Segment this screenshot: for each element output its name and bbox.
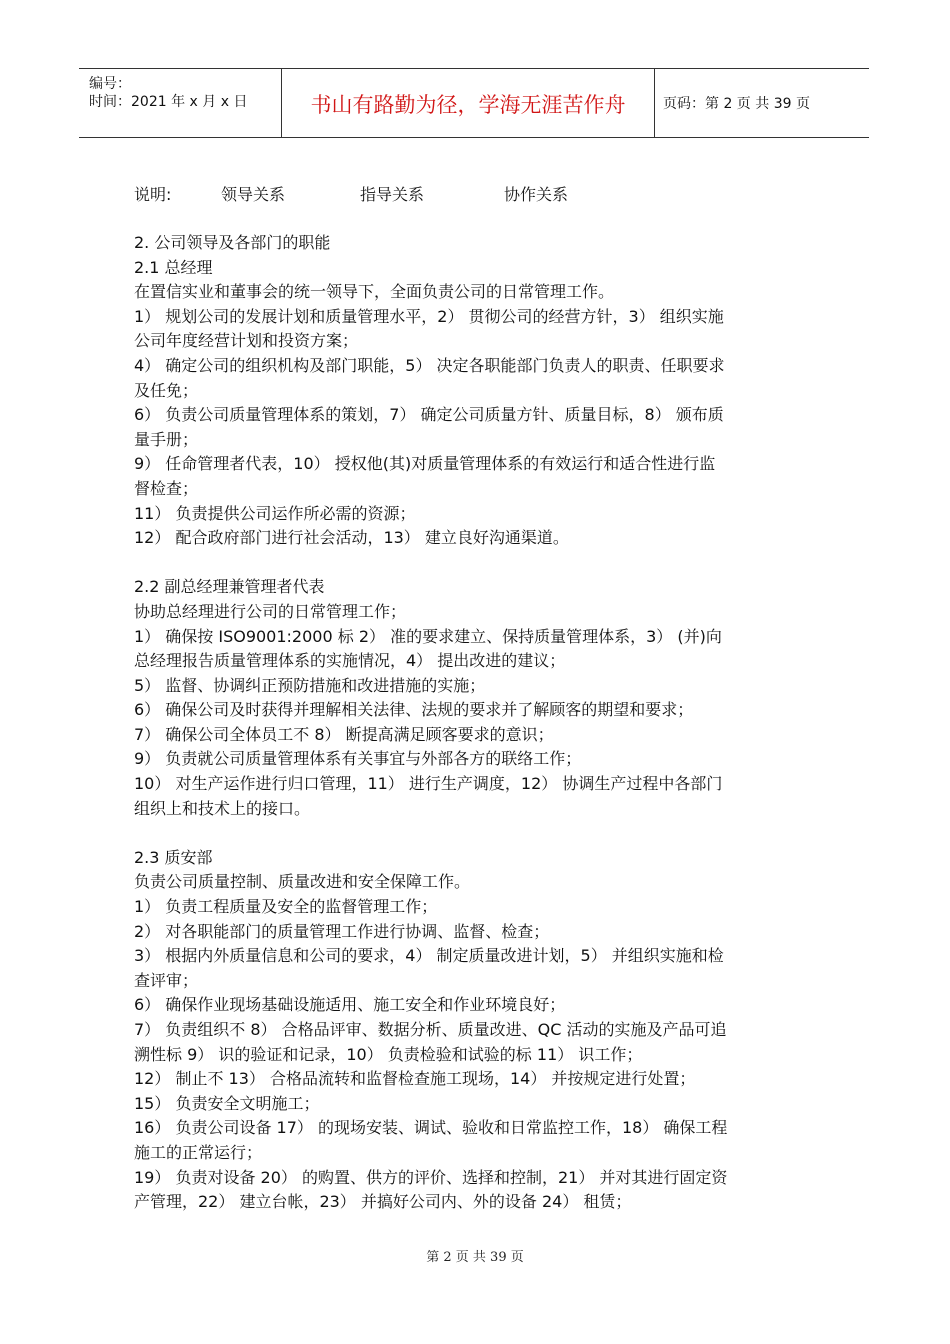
- body-text-line: 总经理报告质量管理体系的实施情况，4） 提出改进的建议；: [134, 651, 566, 671]
- body-text-line: 11） 负责提供公司运作所必需的资源；: [134, 503, 416, 523]
- paragraph-gap: [134, 551, 824, 576]
- document-code: 编号：: [89, 76, 131, 92]
- body-text-line: 及任免；: [134, 380, 199, 400]
- body-text-line: 2.1 总经理: [134, 257, 213, 277]
- header-info-cell: [79, 69, 279, 137]
- body-text-line: 2.2 副总经理兼管理者代表: [134, 577, 325, 597]
- body-text-line: 6） 确保作业现场基础设施适用、施工安全和作业环境良好；: [134, 995, 566, 1015]
- body-text-line: 溯性标 9） 识的验证和记录，10） 负责检验和试验的标 11） 识工作；: [134, 1044, 643, 1064]
- body-text-line: 7） 确保公司全体员工不 8） 断提高满足顾客要求的意识；: [134, 724, 554, 744]
- body-text-line: 6） 负责公司质量管理体系的策划，7） 确定公司质量方针、质量目标，8） 颁布质: [134, 405, 724, 425]
- header-motto: 书山有路勤为径，学海无涯苦作舟: [310, 93, 626, 117]
- body-text-line: 2.3 质安部: [134, 847, 213, 867]
- body-text-line: 16） 负责公司设备 17） 的现场安装、调试、验收和日常监控工作，18） 确保工程: [134, 1118, 728, 1138]
- body-text-line: 公司年度经营计划和投资方案；: [134, 331, 359, 351]
- body-text-line: 12） 制止不 13） 合格品流转和监督检查施工现场，14） 并按规定进行处置；: [134, 1069, 696, 1089]
- body-text-line: 组织上和技术上的接口。: [134, 798, 311, 818]
- body-text-line: 6） 确保公司及时获得并理解相关法律、法规的要求并了解顾客的期望和要求；: [134, 700, 694, 720]
- legend-title: 说明:: [134, 185, 172, 204]
- body-text-line: 4） 确定公司的组织机构及部门职能，5） 决定各职能部门负责人的职责、任职要求: [134, 355, 725, 375]
- body-text-line: 1） 负责工程质量及安全的监督管理工作；: [134, 897, 438, 917]
- legend-cooperation: 协作关系: [504, 185, 569, 204]
- body-text-line: 查评审；: [134, 970, 199, 990]
- legend-guidance: 指导关系: [360, 185, 425, 204]
- body-text-line: 5） 监督、协调纠正预防措施和改进措施的实施；: [134, 675, 486, 695]
- body-text-line: 督检查；: [134, 478, 199, 498]
- header-motto-cell: [281, 69, 655, 137]
- paragraph-gap: [134, 821, 824, 846]
- legend-leadership: 领导关系: [221, 185, 286, 204]
- header-page-number: 页码：第 2 页 共 39 页: [663, 96, 810, 112]
- body-text-line: 1） 确保按 ISO9001:2000 标 2） 准的要求建立、保持质量管理体系，3） (并)向: [134, 626, 722, 646]
- body-text-line: 2. 公司领导及各部门的职能: [134, 233, 331, 252]
- body-text-line: 负责公司质量控制、质量改进和安全保障工作。: [134, 872, 471, 892]
- body-text-line: 12） 配合政府部门进行社会活动，13） 建立良好沟通渠道。: [134, 528, 569, 548]
- body-text-line: 在置信实业和董事会的统一领导下，全面负责公司的日常管理工作。: [134, 282, 615, 302]
- header-page-cell: [655, 69, 869, 137]
- body-text-line: 量手册；: [134, 429, 199, 449]
- body-text-line: 1） 规划公司的发展计划和质量管理水平，2） 贯彻公司的经营方针，3） 组织实施: [134, 306, 724, 326]
- body-text-line: 施工的正常运行；: [134, 1142, 263, 1162]
- document-body: [134, 231, 824, 1215]
- body-text-line: 产管理，22） 建立台帐，23） 并搞好公司内、外的设备 24） 租赁；: [134, 1192, 632, 1212]
- document-header: [79, 68, 869, 138]
- body-text-line: 19） 负责对设备 20） 的购置、供方的评价、选择和控制，21） 并对其进行固定资: [134, 1167, 728, 1187]
- body-text-line: 协助总经理进行公司的日常管理工作；: [134, 601, 407, 621]
- body-text-line: 10） 对生产运作进行归口管理，11） 进行生产调度，12） 协调生产过程中各部门: [134, 774, 723, 794]
- page-footer: 第 2 页 共 39 页: [426, 1250, 524, 1265]
- body-text-line: 7） 负责组织不 8） 合格品评审、数据分析、质量改进、QC 活动的实施及产品可追: [134, 1020, 727, 1039]
- body-text-line: 9） 负责就公司质量管理体系有关事宜与外部各方的联络工作；: [134, 749, 582, 769]
- body-text-line: 2） 对各职能部门的质量管理工作进行协调、监督、检查；: [134, 921, 550, 941]
- body-text-line: 15） 负责安全文明施工；: [134, 1093, 320, 1113]
- document-time: 时间：2021 年 x 月 x 日: [89, 94, 248, 110]
- body-text-line: 3） 根据内外质量信息和公司的要求，4） 制定质量改进计划，5） 并组织实施和检: [134, 946, 724, 966]
- body-text-line: 9） 任命管理者代表，10） 授权他(其)对质量管理体系的有效运行和适合性进行监: [134, 454, 716, 474]
